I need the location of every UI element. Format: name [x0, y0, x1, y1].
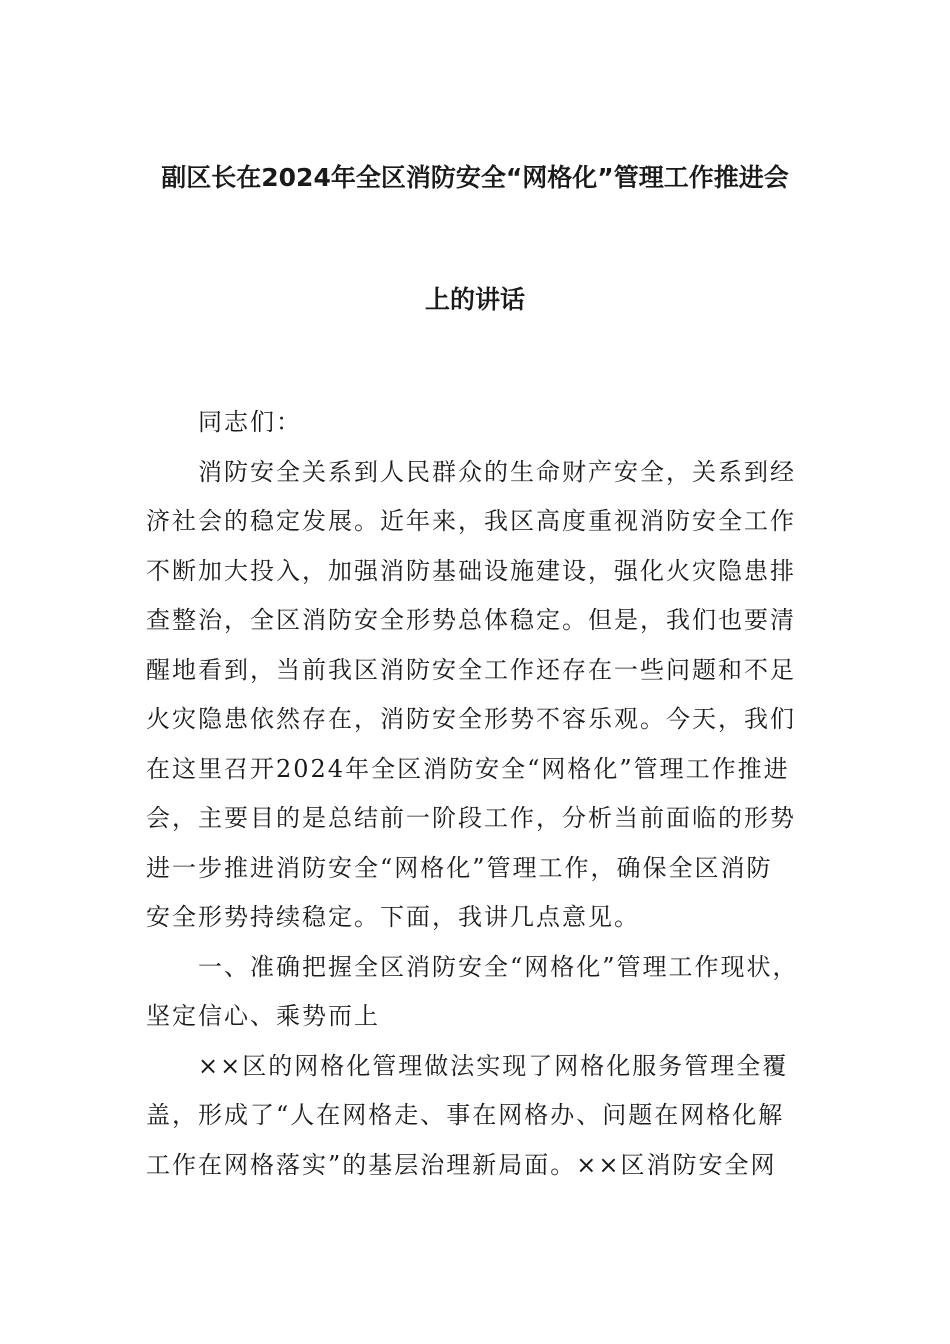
document-title-line-1: 副区长在2024年全区消防安全“网格化”管理工作推进会	[161, 163, 789, 192]
salutation-paragraph: 同志们：	[198, 408, 302, 436]
section-1-paragraph: ××区的网格化管理做法实现了网格化服务管理全覆 盖，形成了“人在网格走、事在网格办、问题在网格化解 工作在网格落实”的基层治理新局面。××区消防安全网	[146, 1051, 789, 1179]
document-body	[146, 398, 808, 1190]
section-heading-1: 一、准确把握全区消防安全“网格化”管理工作现状， 坚定信心、乘势而上	[146, 952, 799, 1030]
intro-paragraph: 消防安全关系到人民群众的生命财产安全，关系到经 济社会的稳定发展。近年来，我区高度重视消防安全工作 不断加大投入，加强消防基础设施建设，强化火灾隐患排 查整治，全区消防安全形势总体稳定。但是，我们也要清 醒地看到，当前我区消防安全工作还存在一些问题和不足 火灾隐患依然存在，消防安全形势不容乐观。今天，我们 在这里召开2024年全区消防安全“网格化”管理工作推进 会，主要目的是总结前一阶段工作，分析当前面临的形势 进一步推进消防安全“网格化”管理工作，确保全区消防 安全形势持续稳定。下面，我讲几点意见。	[146, 457, 796, 931]
document-title-line-2: 上的讲话	[424, 285, 525, 314]
